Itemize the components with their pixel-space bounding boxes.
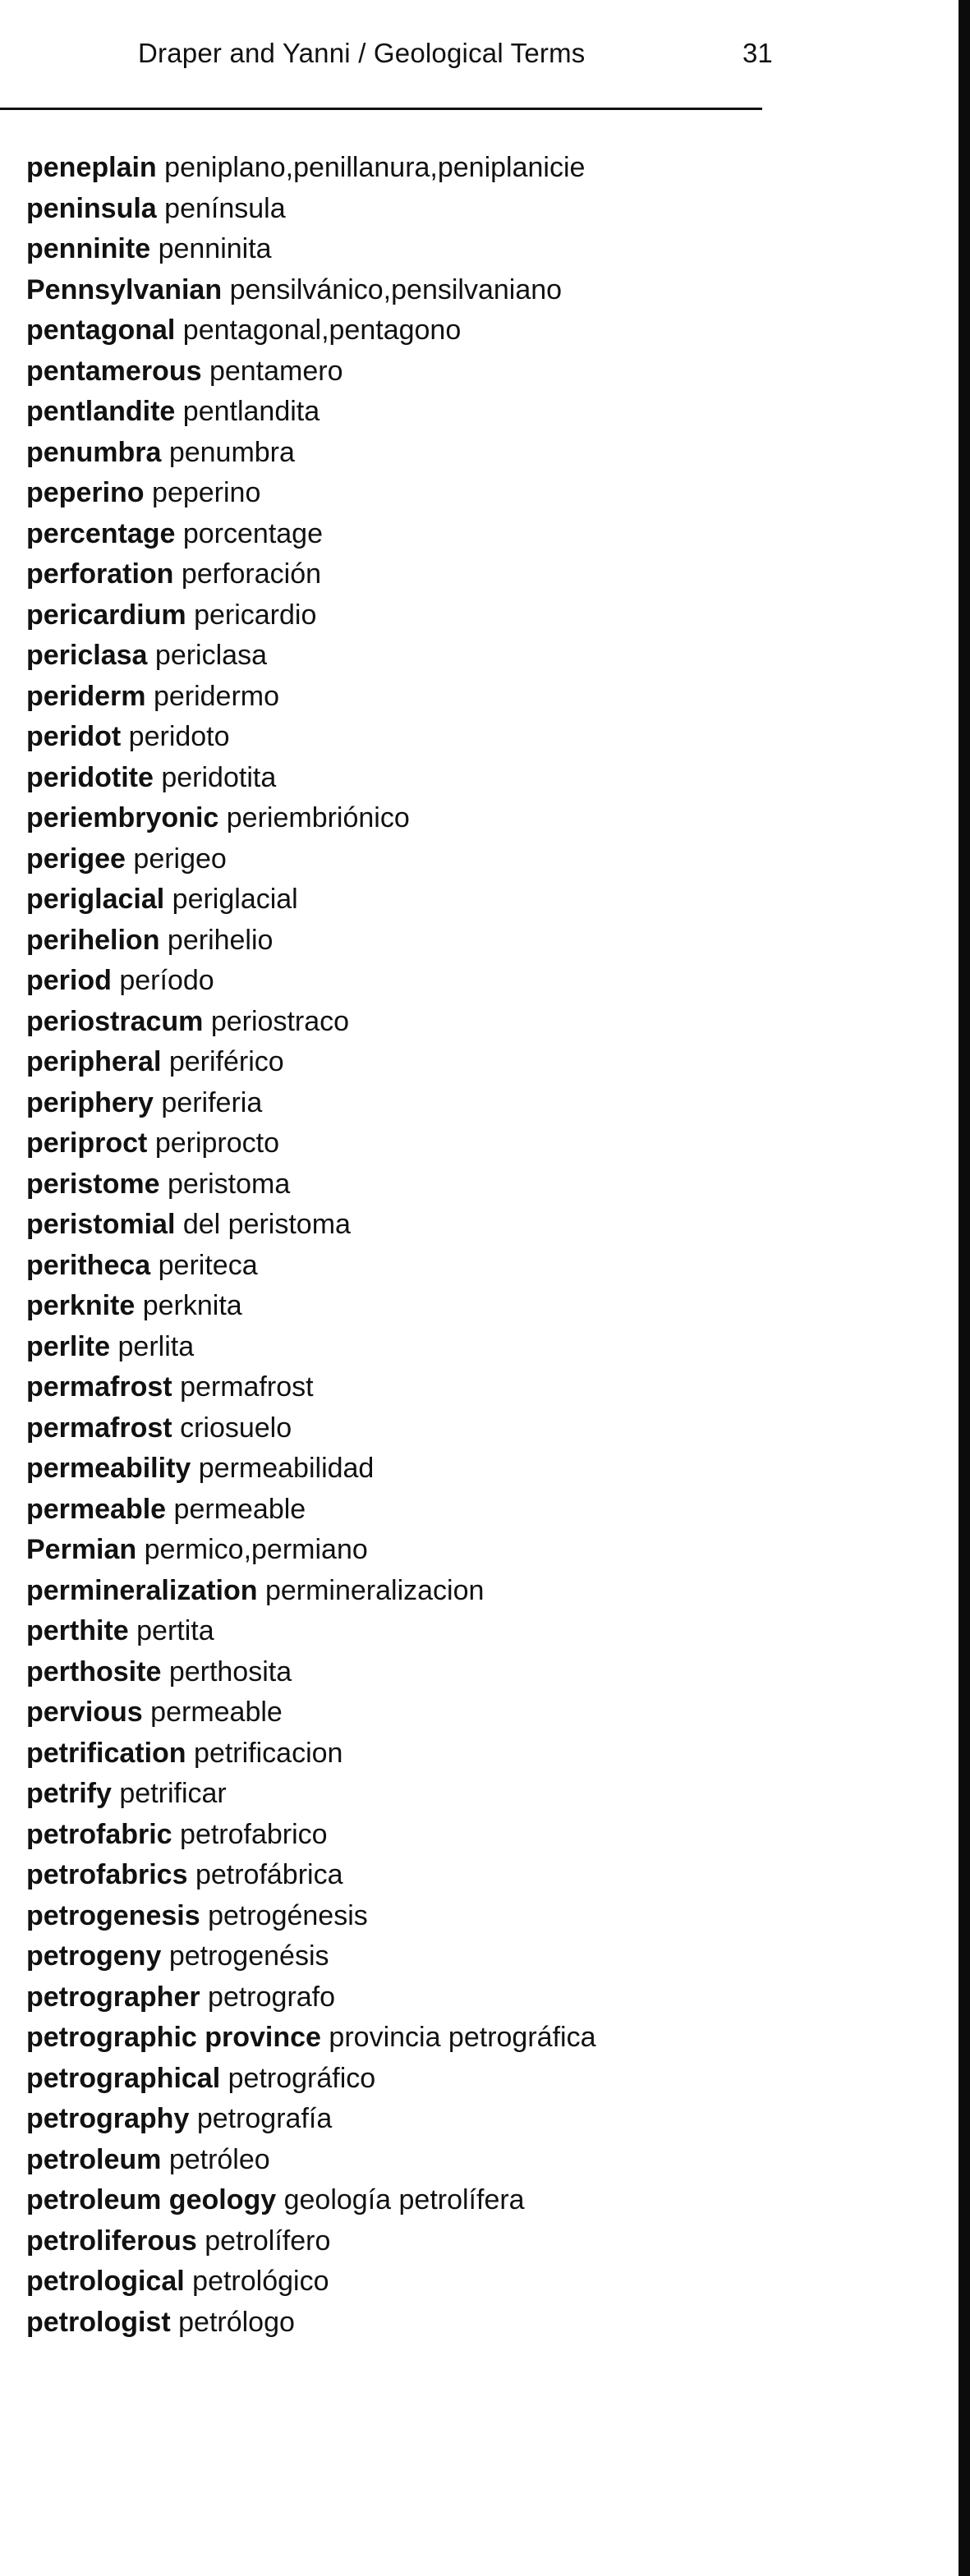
glossary-entry bbox=[26, 2140, 913, 2181]
spanish-translation: geología petrolífera bbox=[283, 2184, 525, 2216]
glossary-entry bbox=[26, 1977, 913, 2018]
english-term: petrographer bbox=[26, 1981, 200, 2013]
spanish-translation: petrografía bbox=[196, 2103, 333, 2134]
english-term: peridotite bbox=[26, 761, 154, 793]
english-term: periclasa bbox=[26, 640, 148, 671]
glossary-entry bbox=[26, 473, 913, 514]
english-term: penumbra bbox=[26, 436, 162, 468]
english-term: petroleum bbox=[26, 2143, 162, 2175]
english-term: permeable bbox=[26, 1493, 167, 1525]
english-term: petrography bbox=[26, 2103, 190, 2134]
spanish-translation: petrogénesis bbox=[208, 1899, 368, 1931]
spanish-translation: porcentage bbox=[182, 517, 323, 549]
english-term: permineralization bbox=[26, 1574, 258, 1606]
spanish-translation: perigeo bbox=[133, 843, 227, 875]
spanish-translation: pertita bbox=[136, 1615, 214, 1646]
glossary-entry bbox=[26, 1449, 913, 1490]
glossary-entry bbox=[26, 1774, 913, 1815]
english-term: petrification bbox=[26, 1737, 186, 1769]
spanish-translation: periteca bbox=[158, 1249, 258, 1281]
english-term: periphery bbox=[26, 1086, 154, 1118]
glossary-entry bbox=[26, 1327, 913, 1368]
english-term: periderm bbox=[26, 680, 146, 712]
english-term: periproct bbox=[26, 1127, 148, 1159]
english-term: perthosite bbox=[26, 1655, 162, 1687]
spanish-translation: permeable bbox=[150, 1697, 283, 1728]
spanish-translation: penumbra bbox=[168, 436, 295, 468]
english-term: perthite bbox=[26, 1615, 129, 1646]
glossary-entry bbox=[26, 392, 913, 433]
page-edge-shadow bbox=[959, 0, 970, 2576]
spanish-translation: perthosita bbox=[168, 1655, 292, 1687]
glossary-entry bbox=[26, 921, 913, 962]
glossary-list bbox=[26, 148, 913, 2343]
glossary-entry bbox=[26, 310, 913, 351]
header-divider bbox=[0, 108, 762, 110]
glossary-entry bbox=[26, 1205, 913, 1246]
glossary-entry bbox=[26, 1733, 913, 1775]
glossary-entry bbox=[26, 2303, 913, 2344]
english-term: permafrost bbox=[26, 1371, 172, 1403]
spanish-translation: perforación bbox=[181, 558, 322, 590]
glossary-entry bbox=[26, 351, 913, 393]
english-term: peninsula bbox=[26, 192, 157, 224]
english-term: peristomial bbox=[26, 1209, 176, 1240]
english-term: periostracum bbox=[26, 1005, 204, 1037]
glossary-entry bbox=[26, 1571, 913, 1612]
glossary-entry bbox=[26, 879, 913, 921]
spanish-translation: permeable bbox=[173, 1493, 306, 1525]
glossary-entry bbox=[26, 1246, 913, 1287]
glossary-entry bbox=[26, 514, 913, 555]
spanish-translation: perihelio bbox=[167, 924, 274, 956]
english-term: petrographical bbox=[26, 2062, 221, 2094]
english-term: peneplain bbox=[26, 152, 157, 183]
spanish-translation: periférico bbox=[168, 1046, 284, 1077]
spanish-translation: petrológico bbox=[192, 2266, 329, 2297]
english-term: peritheca bbox=[26, 1249, 151, 1281]
english-term: period bbox=[26, 965, 112, 996]
english-term: permeability bbox=[26, 1453, 191, 1484]
english-term: pentamerous bbox=[26, 355, 202, 387]
english-term: petrogenesis bbox=[26, 1899, 200, 1931]
english-term: Permian bbox=[26, 1534, 137, 1565]
glossary-entry bbox=[26, 636, 913, 677]
spanish-translation: peridermo bbox=[153, 680, 280, 712]
spanish-translation: petrografo bbox=[208, 1981, 336, 2013]
glossary-entry bbox=[26, 2180, 913, 2221]
spanish-translation: permafrost bbox=[180, 1371, 314, 1403]
english-term: petrological bbox=[26, 2266, 185, 2297]
spanish-translation: periclasa bbox=[154, 640, 267, 671]
spanish-translation: petrólogo bbox=[178, 2306, 295, 2338]
spanish-translation: perknita bbox=[142, 1290, 242, 1321]
spanish-translation: periostraco bbox=[210, 1005, 350, 1037]
english-term: permafrost bbox=[26, 1412, 172, 1444]
glossary-entry bbox=[26, 1936, 913, 1977]
glossary-entry bbox=[26, 798, 913, 839]
spanish-translation: pentlandita bbox=[182, 396, 320, 427]
spanish-translation: permeabilidad bbox=[198, 1453, 375, 1484]
english-term: pentagonal bbox=[26, 315, 176, 346]
english-term: peripheral bbox=[26, 1046, 162, 1077]
glossary-entry bbox=[26, 148, 913, 189]
english-term: periembryonic bbox=[26, 802, 219, 833]
english-term: percentage bbox=[26, 517, 176, 549]
english-term: perlite bbox=[26, 1330, 111, 1362]
glossary-entry bbox=[26, 1815, 913, 1856]
glossary-entry bbox=[26, 961, 913, 1002]
spanish-translation: peristoma bbox=[167, 1168, 291, 1200]
english-term: periglacial bbox=[26, 884, 165, 915]
spanish-translation: penninita bbox=[158, 233, 272, 264]
page-number: 31 bbox=[742, 38, 773, 68]
glossary-entry bbox=[26, 2018, 913, 2059]
english-term: peperino bbox=[26, 477, 145, 508]
glossary-entry bbox=[26, 1490, 913, 1531]
english-term: petrofabric bbox=[26, 1818, 172, 1850]
spanish-translation: pericardio bbox=[194, 599, 317, 631]
glossary-entry bbox=[26, 2221, 913, 2262]
spanish-translation: peridotita bbox=[161, 761, 277, 793]
glossary-entry bbox=[26, 433, 913, 474]
glossary-entry bbox=[26, 1286, 913, 1327]
glossary-entry bbox=[26, 1367, 913, 1408]
glossary-entry bbox=[26, 1896, 913, 1937]
spanish-translation: peniplano,penillanura,peniplanicie bbox=[164, 152, 586, 183]
glossary-entry bbox=[26, 1652, 913, 1693]
glossary-entry bbox=[26, 1611, 913, 1652]
glossary-entry bbox=[26, 839, 913, 880]
spanish-translation: permico,permiano bbox=[144, 1534, 368, 1565]
spanish-translation: petrolífero bbox=[205, 2225, 331, 2257]
spanish-translation: periembriónico bbox=[226, 802, 410, 833]
english-term: perihelion bbox=[26, 924, 160, 956]
spanish-translation: perlita bbox=[117, 1330, 195, 1362]
glossary-entry bbox=[26, 554, 913, 595]
english-term: petroleum geology bbox=[26, 2184, 277, 2216]
spanish-translation: pentamero bbox=[209, 355, 343, 387]
spanish-translation: petrificacion bbox=[194, 1737, 343, 1769]
glossary-entry bbox=[26, 1855, 913, 1896]
english-term: penninite bbox=[26, 233, 151, 264]
glossary-entry bbox=[26, 1164, 913, 1205]
glossary-entry bbox=[26, 1002, 913, 1043]
page-header bbox=[0, 33, 788, 74]
english-term: perigee bbox=[26, 843, 126, 875]
english-term: perknite bbox=[26, 1290, 136, 1321]
spanish-translation: pensilvánico,pensilvaniano bbox=[229, 273, 563, 305]
spanish-translation: período bbox=[119, 965, 214, 996]
spanish-translation: criosuelo bbox=[180, 1412, 292, 1444]
english-term: pentlandite bbox=[26, 396, 176, 427]
glossary-entry bbox=[26, 595, 913, 636]
glossary-entry bbox=[26, 189, 913, 230]
glossary-entry bbox=[26, 270, 913, 311]
english-term: peristome bbox=[26, 1168, 160, 1200]
glossary-entry bbox=[26, 1123, 913, 1164]
glossary-entry bbox=[26, 2099, 913, 2140]
spanish-translation: peridoto bbox=[128, 721, 230, 752]
spanish-translation: permineralizacion bbox=[264, 1574, 485, 1606]
spanish-translation: del peristoma bbox=[182, 1209, 351, 1240]
english-term: pericardium bbox=[26, 599, 186, 631]
english-term: petroliferous bbox=[26, 2225, 197, 2257]
glossary-entry bbox=[26, 677, 913, 718]
running-title: Draper and Yanni / Geological Terms bbox=[138, 38, 586, 68]
glossary-entry bbox=[26, 2261, 913, 2303]
spanish-translation: petrogenésis bbox=[168, 1940, 329, 1972]
glossary-entry bbox=[26, 1042, 913, 1083]
english-term: petrographic province bbox=[26, 2022, 321, 2053]
spanish-translation: petrificar bbox=[119, 1778, 227, 1809]
glossary-entry bbox=[26, 1692, 913, 1733]
english-term: petrify bbox=[26, 1778, 112, 1809]
spanish-translation: peperino bbox=[152, 477, 261, 508]
english-term: perforation bbox=[26, 558, 174, 590]
glossary-entry bbox=[26, 1083, 913, 1124]
spanish-translation: periferia bbox=[161, 1086, 263, 1118]
glossary-entry bbox=[26, 1530, 913, 1571]
spanish-translation: petrofabrico bbox=[180, 1818, 328, 1850]
spanish-translation: provincia petrográfica bbox=[329, 2022, 596, 2053]
glossary-entry bbox=[26, 717, 913, 758]
glossary-entry bbox=[26, 758, 913, 799]
english-term: peridot bbox=[26, 721, 122, 752]
english-term: pervious bbox=[26, 1697, 143, 1728]
glossary-entry bbox=[26, 229, 913, 270]
english-term: petrofabrics bbox=[26, 1859, 188, 1890]
spanish-translation: petrográfico bbox=[228, 2062, 376, 2094]
english-term: petrologist bbox=[26, 2306, 171, 2338]
english-term: Pennsylvanian bbox=[26, 273, 223, 305]
spanish-translation: periglacial bbox=[172, 884, 298, 915]
glossary-entry bbox=[26, 2059, 913, 2100]
spanish-translation: petrofábrica bbox=[195, 1859, 343, 1890]
english-term: petrogeny bbox=[26, 1940, 162, 1972]
spanish-translation: petróleo bbox=[168, 2143, 270, 2175]
glossary-entry bbox=[26, 1408, 913, 1449]
spanish-translation: península bbox=[164, 192, 286, 224]
spanish-translation: pentagonal,pentagono bbox=[182, 315, 462, 346]
spanish-translation: periprocto bbox=[154, 1127, 280, 1159]
